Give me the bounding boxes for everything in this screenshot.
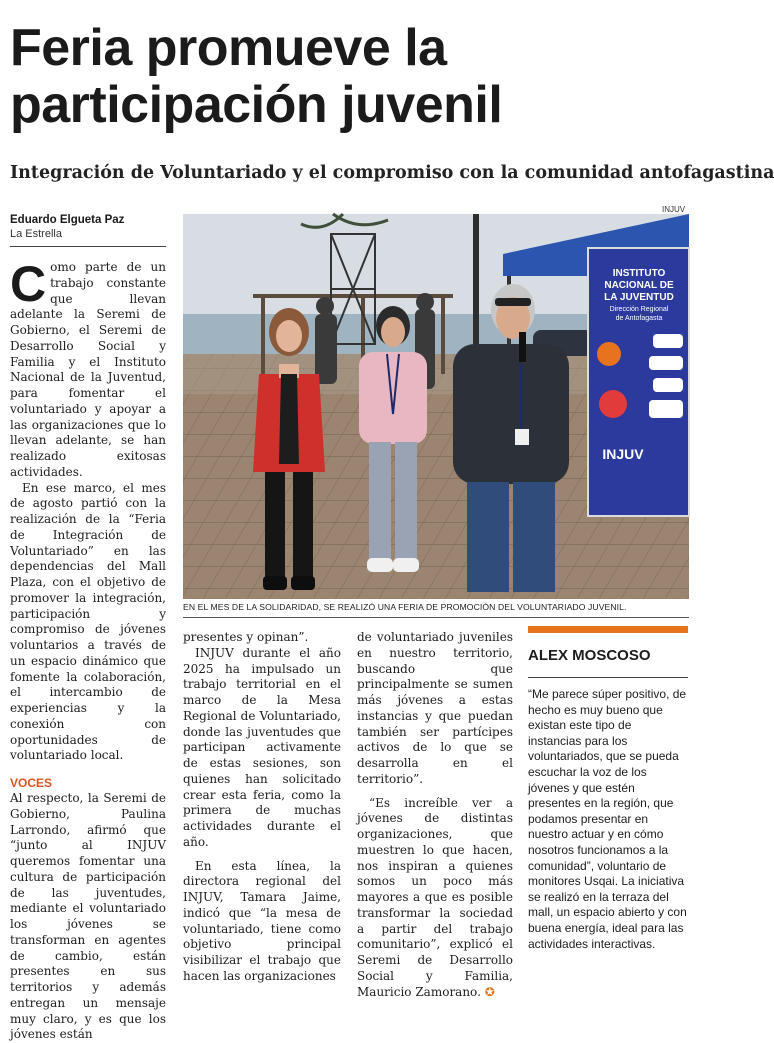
- byline-author: Eduardo Elgueta Paz: [10, 214, 125, 226]
- end-mark-icon: ✪: [484, 984, 495, 999]
- quote-accent-bar: [528, 626, 688, 633]
- article-column-1: [10, 256, 166, 1043]
- caption-divider: [183, 617, 689, 618]
- paragraph: En esta línea, la directora regional del INJUV, Tamara Jaime, indicó que “la mesa de voluntariado, tiene como objetivo principal visibilizar el trabajo que hacen las organizaciones: [183, 858, 341, 983]
- injuv-banner: [588, 248, 689, 516]
- banner-line-3: LA JUVENTUD: [604, 292, 674, 303]
- quote-text: “Me parece súper positivo, de hecho es muy bueno que existan este tipo de instancias para los voluntariados, que se pueda escuchar la voz de los jóvenes y que estén presentes en la región, que podamos presentar en nuestro actuar y en cómo nosotros funcionamos a la comunidad”, voluntario de monitores Usqai. La iniciativa se realizó en la terraza del mall, un espacio abierto y con buena energía, ideal para las actividades interactivas.: [528, 687, 687, 951]
- paragraph: [357, 796, 513, 1001]
- banner-line-1: INSTITUTO: [612, 268, 666, 279]
- photo-credit: INJUV: [662, 205, 686, 214]
- paragraph: Al respecto, la Seremi de Gobierno, Paulina Larrondo, afirmó que “junto al INJUV queremos fomentar una cultura de participación de las juventudes, mediante el voluntariado los jóvenes se transforman en agentes de cambio, están presentes en sus territorios y además entregan un mensaje muy claro, y es que los jóvenes están: [10, 791, 166, 1042]
- paragraph-text: “Es increíble ver a jóvenes de distintas organizaciones, que muestren lo que hacen, nos inspiran a quienes somos un poco más mayores a que es posible transformar la sociedad a partir del trabajo comunitario”, explicó el Seremi de Desarrollo Social y Familia, Mauricio Zamorano.: [357, 795, 513, 999]
- banner-line-2: NACIONAL DE: [604, 280, 674, 291]
- byline-outlet: La Estrella: [10, 228, 62, 240]
- section-label-voces: VOCES: [10, 776, 53, 790]
- quote-divider: [528, 677, 688, 678]
- byline: [10, 213, 166, 241]
- paragraph: En ese marco, el mes de agosto partió con la realización de la “Feria de Integración de Voluntariado” en las dependencias del Mall Plaza, con el objetivo de promover la integración, participación y compromiso de jóvenes voluntarios a través de un espacio dinámico que fomente la colaboración, el intercambio de experiencias y la conexión con oportunidades de voluntariado local.: [10, 480, 166, 763]
- paragraph-intro: [10, 256, 166, 481]
- pull-quote: [528, 626, 688, 952]
- article-photo: [183, 214, 689, 599]
- headline: Feria promueve la participación juvenil: [10, 19, 503, 134]
- paragraph-intro-text: omo parte de un trabajo constante que llevan adelante la Seremi de Gobierno, el Seremi de Desarrollo Social y Familia y el Instituto Nacional de la Juventud, para fomentar el voluntariado y apoyar a las organizaciones que lo llevan adelante, se han realizado exitosas actividades.: [10, 260, 166, 479]
- article-column-2: [183, 630, 341, 985]
- banner-bottom-logo: INJUV: [602, 446, 644, 462]
- paragraph: de voluntariado juveniles en nuestro territorio, buscando que principalmente se sumen más jóvenes a estas instancias y que puedan también ser partícipes activos de lo que se desarrolla en el territorio”.: [357, 630, 513, 786]
- article-column-3: [357, 630, 513, 1000]
- paragraph: presentes y opinan”.: [183, 630, 309, 644]
- paragraph: INJUV durante el año 2025 ha impulsado un trabajo territorial en el marco de la Mesa Regional de Voluntariado, donde las juventudes que participan activamente de estas sesiones, son quienes han solicitado crear esta feria, como la primera de muchas actividades durante el año.: [183, 645, 341, 849]
- byline-divider: [10, 246, 166, 247]
- photo-caption: EN EL MES DE LA SOLIDARIDAD, SE REALIZÓ UNA FERIA DE PROMOCIÓN DEL VOLUNTARIADO JUVENIL.: [183, 602, 627, 612]
- quote-name: ALEX MOSCOSO: [528, 647, 651, 664]
- banner-line-4: Dirección Regional: [609, 306, 669, 313]
- dropcap: C: [10, 256, 47, 312]
- banner-line-5: de Antofagasta: [615, 315, 663, 322]
- subheadline: Integración de Voluntariado y el compromiso con la comunidad antofagastina: [10, 163, 774, 183]
